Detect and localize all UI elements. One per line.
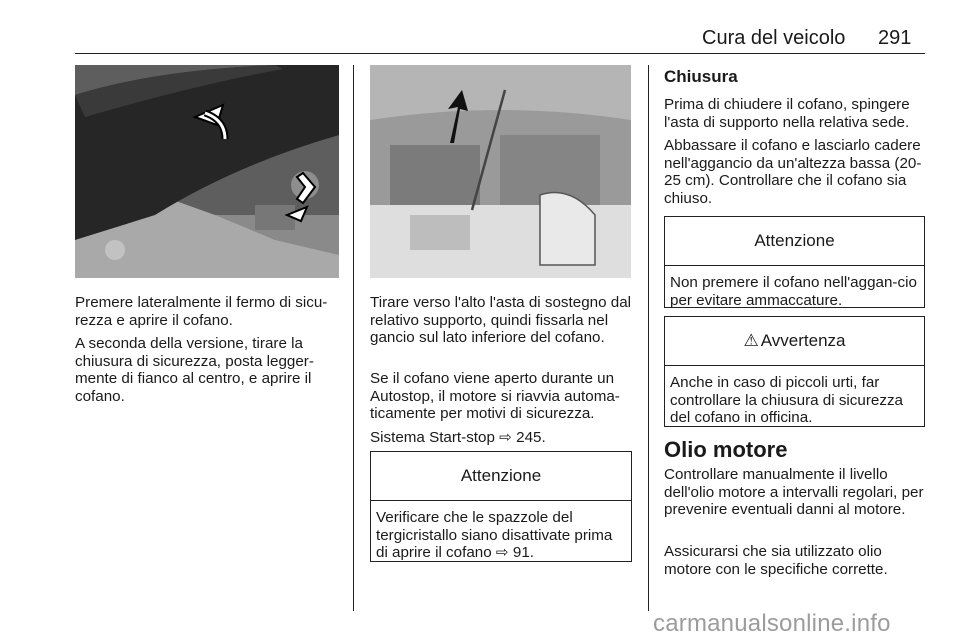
- notice-body: Non premere il cofano nell'aggan-cio per evitare ammaccature.: [670, 274, 917, 309]
- col1-paragraph-1: Premere lateralmente il fermo di sicu-rezza e aprire il cofano.: [75, 294, 328, 329]
- warning-triangle-icon: ⚠: [743, 331, 759, 350]
- page-ref-arrow-icon: ⇨: [499, 429, 512, 446]
- warning-box: [664, 316, 925, 427]
- hood-support-rod-photo: [370, 65, 631, 278]
- hood-latch-photo: [75, 65, 339, 278]
- notice-page-ref[interactable]: 91.: [512, 544, 534, 561]
- col3-paragraph-3: Controllare manualmente il livello dell'olio motore a intervalli regolari, per prevenire eventuali danni al motore.: [664, 466, 924, 518]
- warning-body: Anche in caso di piccoli urti, far controllare la chiusura di sicurezza del cofano in officina.: [670, 374, 903, 426]
- notice-title: Attenzione: [665, 217, 924, 266]
- warning-header: [665, 317, 924, 366]
- col3-paragraph-2: Abbassare il cofano e lasciarlo cadere nell'aggancio da un'altezza bassa (20-25 cm). Controllare che il cofano sia chiuso.: [664, 137, 922, 207]
- header-divider: [75, 53, 925, 54]
- closing-heading: Chiusura: [664, 67, 738, 86]
- warning-title: Avvertenza: [760, 331, 846, 350]
- col2-paragraph-1: Tirare verso l'alto l'asta di sostegno dal relativo supporto, quindi fissarla nel gancio sul lato inferiore del cofano.: [370, 294, 632, 346]
- notice-body-text: Verificare che le spazzole del tergicristallo siano disattivate prima di aprire il cofano: [376, 509, 613, 561]
- column-divider-2: [648, 65, 649, 611]
- column-divider-1: [353, 65, 354, 611]
- col3-paragraph-4: Assicurarsi che sia utilizzato olio motore con le specifiche corrette.: [664, 543, 888, 578]
- notice-box-hood: [664, 216, 925, 308]
- notice-title: Attenzione: [371, 452, 631, 501]
- page-ref-arrow-icon: ⇨: [495, 544, 509, 561]
- page-section-title: Cura del veicolo: [702, 27, 846, 49]
- col2-paragraph-3: [370, 429, 640, 447]
- notice-body: [371, 501, 631, 562]
- start-stop-page-ref[interactable]: 245.: [516, 429, 546, 446]
- col1-paragraph-2: A seconda della versione, tirare la chiusura di sicurezza, posta legger-mente di fianco al centro, e aprire il cofano.: [75, 335, 314, 405]
- site-watermark: carmanualsonline.info: [653, 610, 891, 637]
- col3-paragraph-1: Prima di chiudere il cofano, spingere l'asta di supporto nella relativa sede.: [664, 96, 910, 131]
- engine-oil-heading: Olio motore: [664, 437, 788, 462]
- start-stop-text: Sistema Start-stop: [370, 429, 495, 446]
- page-number: 291: [878, 27, 912, 49]
- notice-box-wipers: [370, 451, 632, 562]
- col2-paragraph-2: Se il cofano viene aperto durante un Autostop, il motore si riavvia automa-ticamente per motivi di sicurezza.: [370, 370, 620, 422]
